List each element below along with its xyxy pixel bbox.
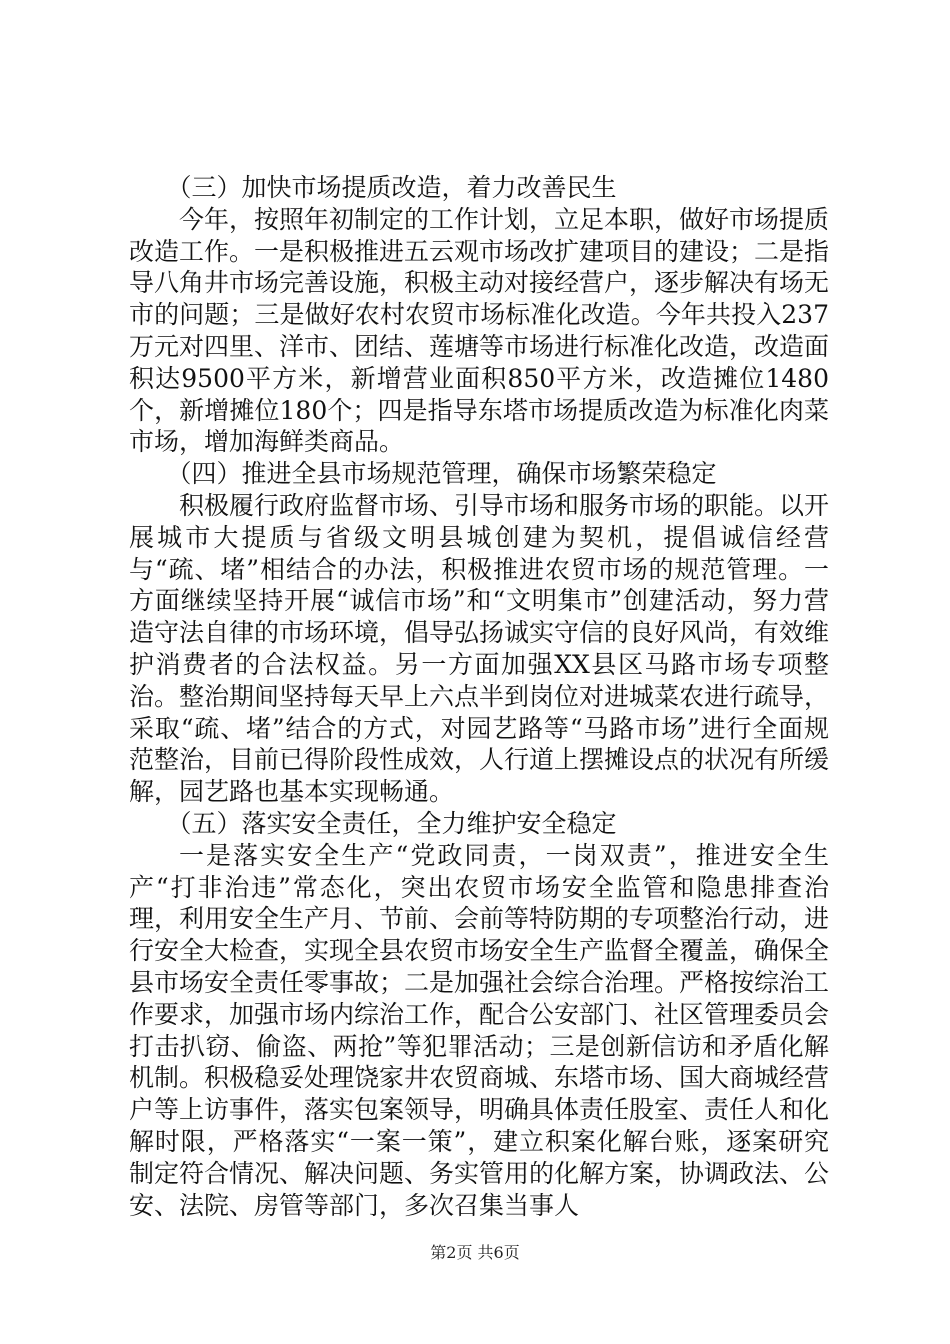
- section-paragraph-5: 一是落实安全生产“党政同责，一岗双责”，推进安全生产“打非治违”常态化，突出农贸市场安全监管和隐患排查治理，利用安全生产月、节前、会前等特防期的专项整治行动，进行安全大检查，实现全县农贸市场安全生产监督全覆盖，确保全县市场安全责任零事故；二是加强社会综合治理。严格按综治工作要求，加强市场内综治工作，配合公安部门、社区管理委员会打击扒窃、偷盗、两抢”等犯罪活动；三是创新信访和矛盾化解机制。积极稳妥处理饶家井农贸商城、东塔市场、国大商城经营户等上访事件，落实包案领导，明确具体责任股室、责任人和化解时限，严格落实“一案一策”，建立积案化解台账，逐案研究制定符合情况、解决问题、务实管用的化解方案，协调政法、公安、法院、房管等部门，多次召集当事人: [129, 840, 830, 1220]
- section-heading-5: （五）落实安全责任，全力维护安全稳定: [166, 808, 617, 838]
- section-paragraph-3: 今年，按照年初制定的工作计划，立足本职，做好市场提质改造工作。一是积极推进五云观市场改扩建项目的建设；二是指导八角井市场完善设施，积极主动对接经营户，逐步解决有场无市的问题；三是做好农村农贸市场标准化改造。今年共投入237万元对四里、洋市、团结、莲塘等市场进行标准化改造，改造面积达9500平方米，新增营业面积850平方米，改造摊位1480个，新增摊位180个；四是指导东塔市场提质改造为标准化肉菜市场，增加海鲜类商品。: [129, 204, 830, 457]
- page-footer: 第2页 共6页: [430, 1243, 520, 1262]
- section-heading-4: （四）推进全县市场规范管理，确保市场繁荣稳定: [166, 459, 717, 489]
- section-paragraph-4: 积极履行政府监督市场、引导市场和服务市场的职能。以开展城市大提质与省级文明县城创建为契机，提倡诚信经营与“疏、堵”相结合的办法，积极推进农贸市场的规范管理。一方面继续坚持开展“诚信市场”和“文明集市”创建活动，努力营造守法自律的市场环境，倡导弘扬诚实守信的良好风尚，有效维护消费者的合法权益。另一方面加强XX县区马路市场专项整治。整治期间坚持每天早上六点半到岗位对进城菜农进行疏导，采取“疏、堵”结合的方式，对园艺路等“马路市场”进行全面规范整治，目前已得阶段性成效，人行道上摆摊设点的状况有所缓解，园艺路也基本实现畅通。: [129, 490, 830, 807]
- document-body: [129, 172, 829, 1221]
- section-heading-3: （三）加快市场提质改造，着力改善民生: [166, 173, 617, 202]
